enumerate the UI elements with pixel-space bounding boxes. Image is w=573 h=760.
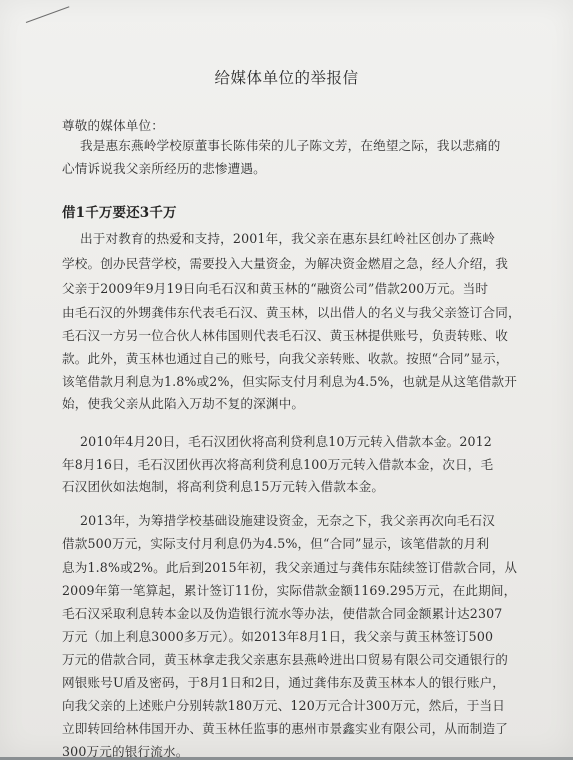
body-line: 2010年4月20日，毛石汉团伙将高利贷利息10万元转入借款本金。2012: [80, 434, 492, 449]
body-line: 万元（加上利息3000多万元）。如2013年8月1日，我父亲与黄玉林签订500: [62, 629, 494, 644]
body-line: 万元的借款合同，黄玉林拿走我父亲惠东县燕岭进出口贸易有限公司交通银行的: [62, 652, 509, 667]
body-line: 息为1.8%或2%。此后到2015年初，我父亲通过与龚伟东陆续签订借款合同，从: [62, 560, 518, 575]
salutation: 尊敬的媒体单位：: [62, 118, 164, 133]
body-line: 款。此外，黄玉林也通过自己的账号，向我父亲转账、收款。按照“合同”显示，: [62, 351, 509, 366]
body-line: 年8月16日，毛石汉团伙再次将高利贷利息100万元转入借款本金，次日，毛: [62, 457, 494, 472]
body-line: 心情诉说我父亲所经历的悲惨遭遇。: [62, 161, 266, 176]
pen-stroke-mark: [26, 6, 70, 23]
body-line: 2013年，为筹措学校基础设施建设资金，无奈之下，我父亲再次向毛石汉: [80, 513, 495, 528]
body-line: 该笔借款月利息为1.8%或2%，但实际支付月利息为4.5%，也就是从这笔借款开: [62, 374, 518, 389]
body-line: 300万元的银行流水。: [62, 744, 189, 759]
body-line: 向我父亲的上述账户分别转款180万元、120万元合计300万元，然后，于当日: [62, 698, 506, 713]
body-line: 我是惠东燕岭学校原董事长陈伟荣的儿子陈文芳，在绝望之际，我以悲痛的: [80, 138, 501, 153]
body-line: 由毛石汉的外甥龚伟东代表毛石汉、黄玉林，以出借人的名义与我父亲签订合同，: [62, 305, 521, 320]
section-heading: 借1千万要还3千万: [62, 205, 177, 221]
body-line: 2009年第一笔算起，累计签订11份，实际借款金额1169.295万元，在此期间，: [62, 583, 517, 598]
body-line: 毛石汉一方另一位合伙人林伟国则代表毛石汉、黄玉林提供账号，负责转账、收: [62, 328, 509, 343]
letter-title: 给媒体单位的举报信: [214, 69, 359, 87]
body-line: 石汉团伙如法炮制，将高利贷利息15万元转入借款本金。: [62, 479, 385, 494]
body-line: 毛石汉采取利息转本金以及伪造银行流水等办法，使借款合同金额累计达2307: [62, 606, 503, 621]
body-line: 网银账号U盾及密码，于8月1日和2日，通过龚伟东及黄玉林本人的银行账户，: [62, 675, 506, 690]
body-line: 父亲于2009年9月19日向毛石汉和黄玉林的“融资公司”借款200万元。当时: [62, 281, 489, 296]
body-line: 借款500万元，实际支付月利息仍为4.5%，但“合同”显示，该笔借款的月利: [62, 536, 490, 551]
body-line: 学校。创办民营学校，需要投入大量资金，为解决资金燃眉之急，经人介绍，我: [62, 256, 509, 271]
body-line: 立即转回给林伟国开办、黄玉林任监事的惠州市景鑫实业有限公司，从而制造了: [62, 721, 509, 736]
body-line: 出于对教育的热爱和支持，2001年，我父亲在惠东县红岭社区创办了燕岭: [80, 231, 495, 246]
body-line: 始，使我父亲从此陷入万劫不复的深渊中。: [62, 396, 305, 411]
